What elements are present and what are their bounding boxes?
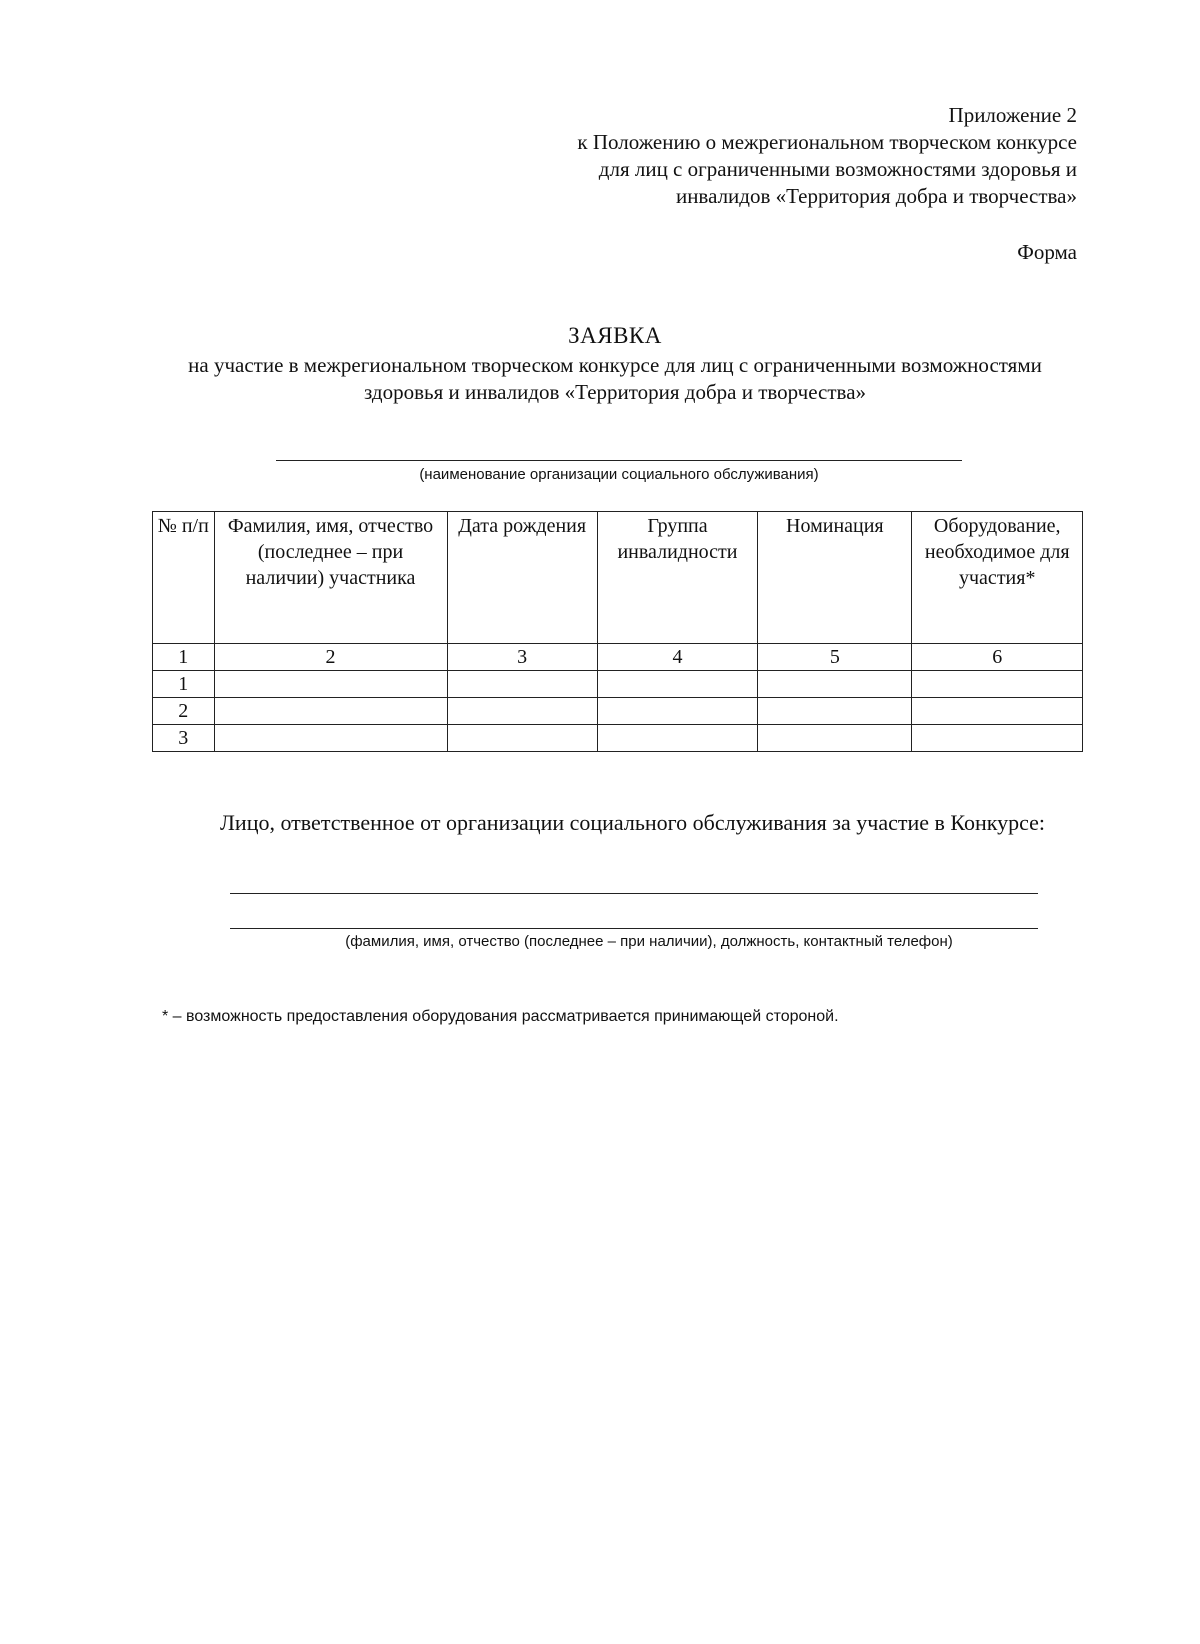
table-row xyxy=(153,698,1083,725)
responsible-person-text: Лицо, ответственное от организации социального обслуживания за участие в Конкурсе: xyxy=(220,810,1046,835)
cell-full-name[interactable] xyxy=(214,698,447,725)
row-number: 2 xyxy=(153,698,215,725)
annex-block xyxy=(377,102,1077,210)
annex-line-2: к Положению о межрегиональном творческом конкурсе xyxy=(577,130,1077,154)
column-number-5: 5 xyxy=(758,644,912,671)
header-disability-group: Группа инвалидности xyxy=(597,512,757,644)
column-number-2: 2 xyxy=(214,644,447,671)
participants-table xyxy=(152,511,1083,752)
table-header-row xyxy=(153,512,1083,644)
column-number-3: 3 xyxy=(447,644,597,671)
cell-nomination[interactable] xyxy=(758,698,912,725)
responsible-person-caption: (фамилия, имя, отчество (последнее – при наличии), должность, контактный телефон) xyxy=(345,933,953,950)
cell-full-name[interactable] xyxy=(214,671,447,698)
table-row xyxy=(153,671,1083,698)
cell-equipment[interactable] xyxy=(912,671,1083,698)
column-number-1: 1 xyxy=(153,644,215,671)
responsible-person-line-2[interactable] xyxy=(230,928,1038,929)
organization-name-line[interactable] xyxy=(276,460,962,461)
header-nomination: Номинация xyxy=(758,512,912,644)
cell-birth-date[interactable] xyxy=(447,671,597,698)
header-equipment: Оборудование, необходимое для участия* xyxy=(912,512,1083,644)
row-number: 1 xyxy=(153,671,215,698)
cell-disability-group[interactable] xyxy=(597,725,757,752)
document-title: ЗАЯВКА xyxy=(568,323,662,348)
column-number-6: 6 xyxy=(912,644,1083,671)
table-row xyxy=(153,725,1083,752)
form-label: Форма xyxy=(1017,240,1077,264)
header-number: № п/п xyxy=(153,512,215,644)
column-number-4: 4 xyxy=(597,644,757,671)
cell-full-name[interactable] xyxy=(214,725,447,752)
cell-equipment[interactable] xyxy=(912,725,1083,752)
annex-line-4: инвалидов «Территория добра и творчества» xyxy=(675,184,1077,208)
row-number: 3 xyxy=(153,725,215,752)
cell-birth-date[interactable] xyxy=(447,725,597,752)
responsible-person-line-1[interactable] xyxy=(230,893,1038,894)
column-numbers-row xyxy=(153,644,1083,671)
document-subtitle: на участие в межрегиональном творческом конкурсе для лиц с ограниченными возможностями здоровья и инвалидов «Территория добра и творчества» xyxy=(188,353,1042,404)
annex-line-3: для лиц с ограниченными возможностями здоровья и xyxy=(598,157,1077,181)
cell-equipment[interactable] xyxy=(912,698,1083,725)
cell-birth-date[interactable] xyxy=(447,698,597,725)
header-full-name: Фамилия, имя, отчество (последнее – при наличии) участника xyxy=(214,512,447,644)
cell-nomination[interactable] xyxy=(758,671,912,698)
organization-name-caption: (наименование организации социального обслуживания) xyxy=(419,466,819,483)
footnote: * – возможность предоставления оборудования рассматривается принимающей стороной. xyxy=(162,1008,839,1025)
annex-line-1: Приложение 2 xyxy=(948,103,1077,127)
cell-nomination[interactable] xyxy=(758,725,912,752)
cell-disability-group[interactable] xyxy=(597,671,757,698)
cell-disability-group[interactable] xyxy=(597,698,757,725)
header-birth-date: Дата рождения xyxy=(447,512,597,644)
